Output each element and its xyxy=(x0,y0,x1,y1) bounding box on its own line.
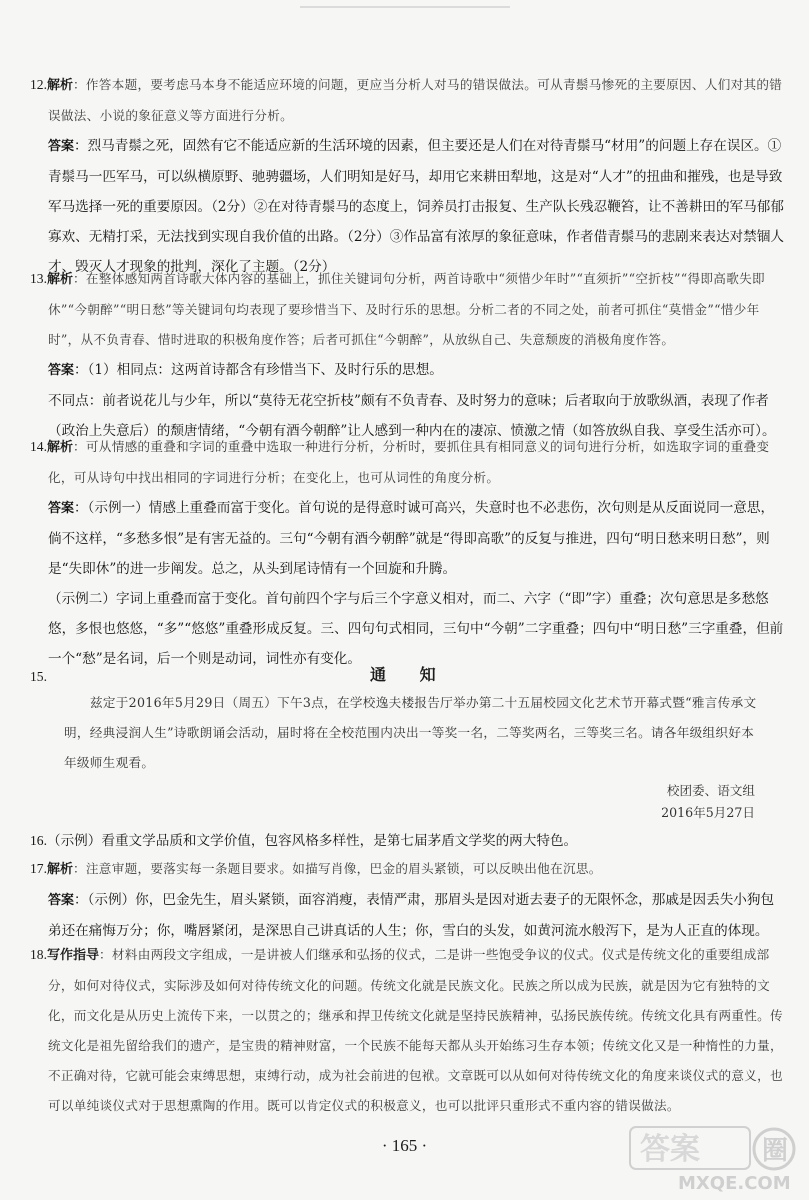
analysis-text: ：在整体感知两首诗歌大体内容的基础上，抓住关键词句分析，两首诗歌中“须惜少年时”“直须折”“空折枝”“得即高歌失即休”“今朝醉”“明日愁”等关键词句均表现了要珍惜当下、及时行乐的思想。分析二者的不同之处，前者可抓住“莫惜金”“惜少年时”，从不负青春、惜时进取的积极角度作答；后者可抓住“今朝醉”，从放纵自己、失意颓废的消极角度作答。 xyxy=(48,271,765,347)
q14-answer-example-2: （示例二）字词上重叠而富于变化。首句前四个字与后三个字意义相对，而二、六字（“即”字）重叠；次句意思是多愁悠悠，多恨也悠悠，“多”“悠悠”重叠形成反复。三、四句句式相同，三句中“今朝”二字重叠；四句中“明日愁”三字重叠，但前一个“愁”是名词，后一个则是动词，词性亦有变化。 xyxy=(48,591,784,667)
question-16 xyxy=(30,826,785,856)
answer-tag: 答案 xyxy=(48,139,75,154)
scan-edge-line xyxy=(300,6,510,8)
answer-text: ：烈马青鬃之死，固然有它不能适应新的生活环境的因素，但主要还是人们在对待青鬃马“材用”的问题上存在误区。①青鬃马一匹军马，可以纵横原野、驰骋疆场，人们明知是好马，却用它来耕田犁地，这是对“人才”的扭曲和摧残，也是导致军马选择一死的重要原因。（2分）②在对待青鬃马的态度上，饲养员打击报复、生产队长残忍鞭笞，让不善耕田的军马郁郁寡欢、无精打采，无法找到实现自我价值的出路。（2分）③作品富有浓厚的象征意味，作者借青鬃马的悲剧来表达对禁锢人才、毁灭人才现象的批判，深化了主题。（2分） xyxy=(48,138,784,275)
answer-tag: 答案 xyxy=(48,501,75,516)
notice-title: 通 知 xyxy=(370,665,450,684)
analysis-tag: 解析 xyxy=(47,272,74,287)
q17-analysis xyxy=(30,854,785,885)
svg-text:圈: 圈 xyxy=(762,1136,789,1166)
notice-signature: 校团委、语文组 xyxy=(666,783,755,798)
q18-writing-guide xyxy=(30,940,785,1121)
page-number: · 165 · xyxy=(381,1136,428,1155)
question-number: 15. xyxy=(30,669,47,684)
svg-text:答案: 答案 xyxy=(640,1132,700,1167)
watermark-logo xyxy=(626,1125,801,1195)
answer-text: ：（示例）你，巴金先生，眉头紧锁，面容消瘦，表情严肃，那眉头是因对逝去妻子的无限怀念，那戚是因丢失小狗包弟还在痛悔万分；你，嘴唇紧闭，是深思自己讲真话的人生；你，雪白的头发，如黄河流水般泻下，是为人正直的体现。 xyxy=(48,892,775,939)
question-18 xyxy=(30,940,785,1121)
question-number: 18. xyxy=(30,947,47,962)
question-13 xyxy=(30,264,785,446)
analysis-tag: 解析 xyxy=(47,440,74,455)
question-number: 12. xyxy=(30,77,47,92)
q14-answer-example-1 xyxy=(30,493,785,584)
question-number: 17. xyxy=(30,861,47,876)
q17-answer xyxy=(30,885,785,946)
answer-text: （示例）看重文学品质和文学价值，包容风格多样性，是第七届茅盾文学奖的两大特色。 xyxy=(47,833,578,849)
question-17 xyxy=(30,854,785,946)
answer-tag: 答案 xyxy=(48,893,75,908)
answer-tag: 答案 xyxy=(48,363,75,378)
q12-answer xyxy=(30,131,785,282)
analysis-tag: 解析 xyxy=(47,862,74,877)
writing-guide-tag: 写作指导 xyxy=(47,948,100,963)
writing-guide-text: ：材料由两段文字组成，一是讲被人们继承和弘扬的仪式，二是讲一些饱受争议的仪式。仪式是传统文化的重要组成部分，如何对待仪式，实际涉及如何对待传统文化的问题。传统文化就是民族文化。民族之所以成为民族，就是因为它有独特的文化，而文化是从历史上流传下来，一以贯之的；继承和捍卫传统文化就是坚持民族精神，弘扬民族传统。传统文化具有两重性。传统文化是祖先留给我们的遗产，是宝贵的精神财富，一个民族不能每天都从头开始练习生存本领；传统文化又是一种惰性的力量，不正确对待，它就可能会束缚思想，束缚行动，成为社会前进的包袱。文章既可以从如何对待传统文化的角度来谈仪式的意义，也可以单纯谈仪式对于思想熏陶的作用。既可以肯定仪式的积极意义，也可以批评只重形式不重内容的错误做法。 xyxy=(48,947,783,1113)
question-number: 14. xyxy=(30,439,47,454)
q13-answer xyxy=(30,355,785,386)
notice-body: 兹定于2016年5月29日（周五）下午3点，在学校逸夫楼报告厅举办第二十五届校园文化艺术节开幕式暨“雅言传承文明，经典浸润人生”诗歌朗诵会活动，届时将在全校范围内决出一等奖一名，二等奖两名，三等奖三名。请各年级组织好本年级师生观看。 xyxy=(64,695,757,770)
q14-analysis xyxy=(30,432,785,493)
notice-date: 2016年5月27日 xyxy=(661,805,755,820)
question-12 xyxy=(30,70,785,282)
watermark-logo-icon xyxy=(626,1125,801,1195)
question-number: 16. xyxy=(30,833,47,848)
q16-answer xyxy=(30,826,785,856)
question-14 xyxy=(30,432,785,674)
analysis-text: ：注意审题，要落实每一条题目要求。如描写肖像，巴金的眉头紧锁，可以反映出他在沉思。 xyxy=(73,861,602,876)
answer-text: ：（1）相同点：这两首诗都含有珍惜当下、及时行乐的思想。 xyxy=(74,362,443,378)
q13-answer-difference: 不同点：前者说花儿与少年，所以“莫待无花空折枝”颇有不负青春、及时努力的意味；后者取向于放歌纵酒，表现了作者（政治上失意后）的颓唐情绪，“今朝有酒今朝醉”让人感到一种内在的凄凉、愤激之情（如答放纵自我、享受生活亦可）。 xyxy=(48,393,776,439)
question-number: 13. xyxy=(30,271,47,286)
analysis-text: ：作答本题，要考虑马本身不能适应环境的问题，更应当分析人对马的错误做法。可从青鬃马惨死的主要原因、人们对其的错误做法、小说的象征意义等方面进行分析。 xyxy=(48,77,783,123)
q13-analysis xyxy=(30,264,785,355)
answer-text: ：（示例一）情感上重叠而富于变化。首句说的是得意时诚可高兴，失意时也不必悲伤，次句则是从反面说同一意思，倘不这样，“多愁多恨”是有害无益的。三句“今朝有酒今朝醉”就是“得即高歌”的反复与推进，四句“明日愁来明日愁”，则是“失即休”的进一步阐发。总之，从头到尾诗情有一个回旋和升腾。 xyxy=(48,500,775,577)
analysis-text: ：可从情感的重叠和字词的重叠中选取一种进行分析，分析时，要抓住具有相同意义的词句进行分析，如选取字词的重叠变化，可从诗句中找出相同的字词进行分析；在变化上，也可从词性的角度分析。 xyxy=(48,439,770,485)
analysis-tag: 解析 xyxy=(47,78,74,93)
q12-analysis xyxy=(30,70,785,131)
svg-text:MXQE.COM: MXQE.COM xyxy=(678,1173,791,1194)
